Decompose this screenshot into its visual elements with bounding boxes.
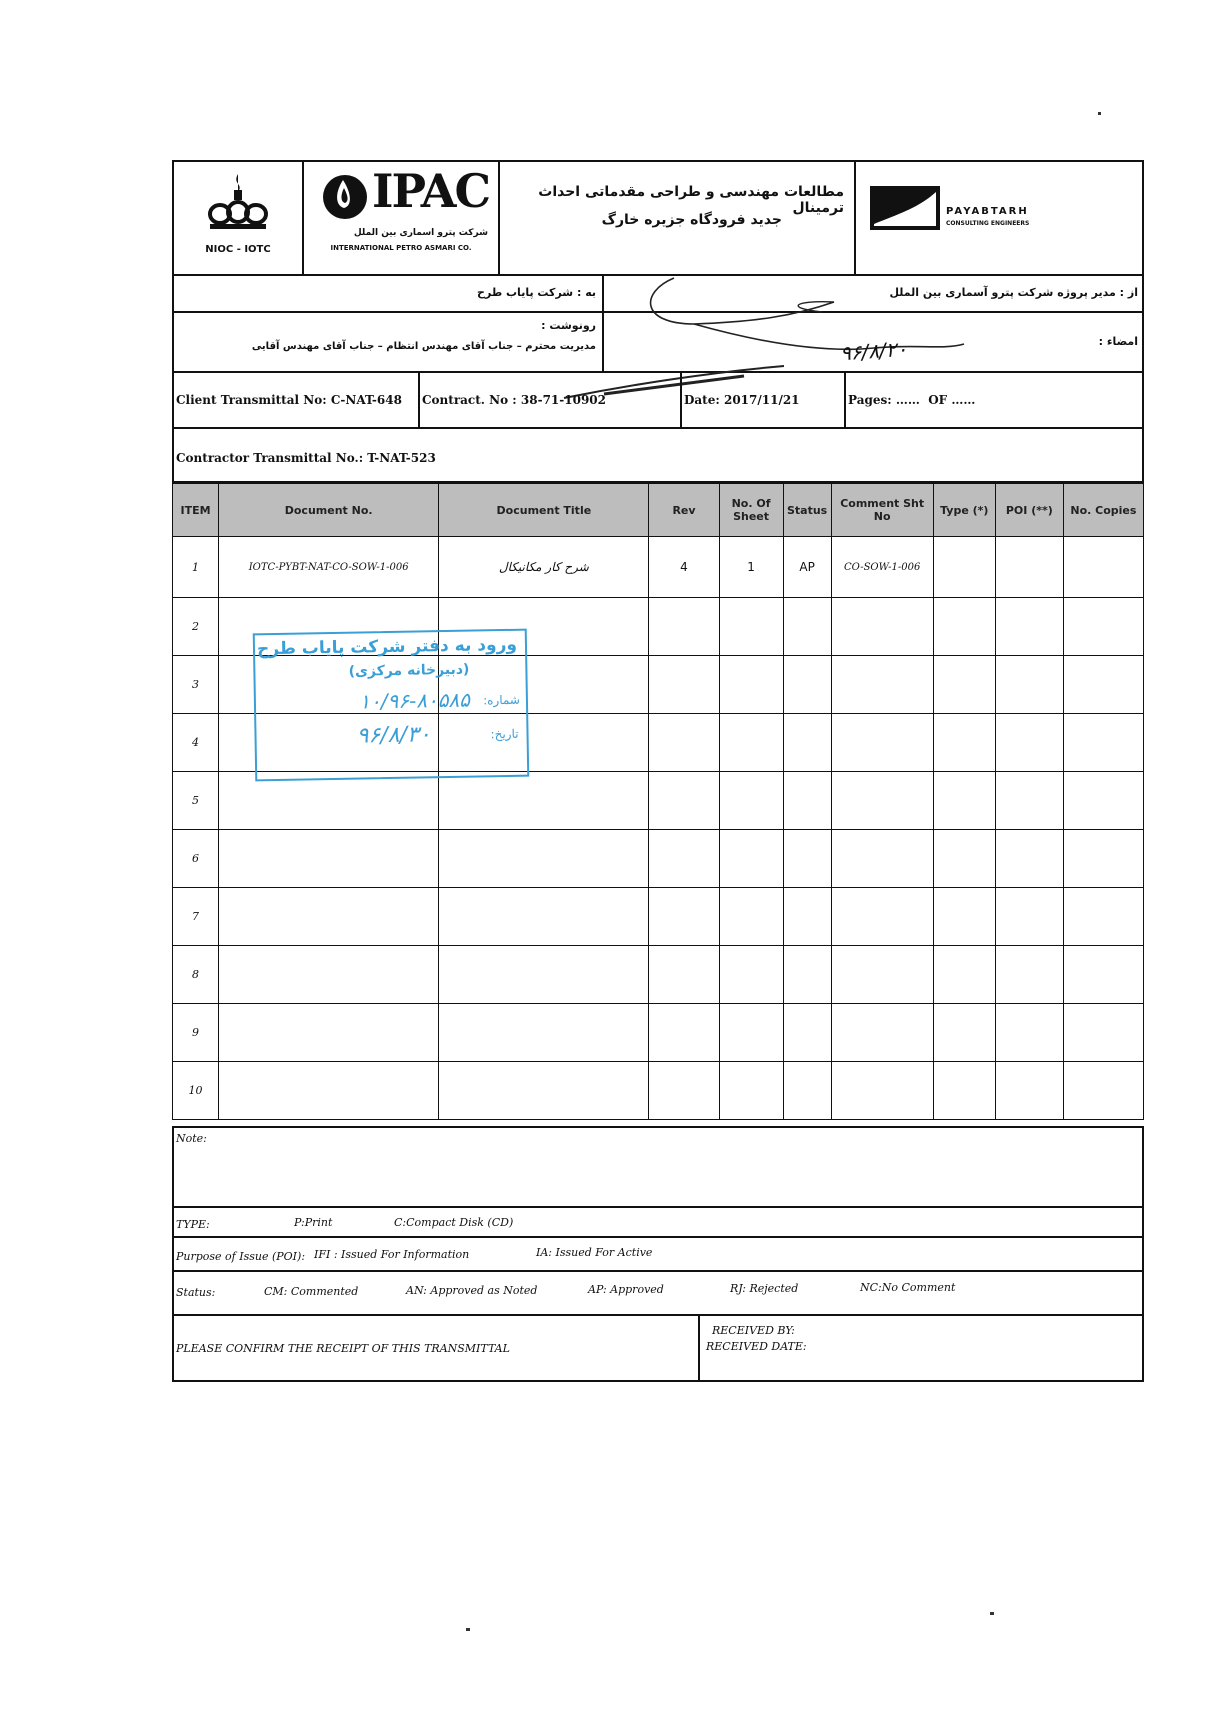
handwritten-date: ۹۶/۸/۲۰ — [839, 336, 908, 366]
column-header: Document Title — [439, 484, 649, 537]
payabtarh-name: PAYABTARH — [946, 206, 1029, 217]
type-cd: C:Compact Disk (CD) — [394, 1216, 514, 1229]
table-cell — [719, 598, 783, 656]
table-cell — [219, 1062, 439, 1120]
table-cell — [783, 888, 831, 946]
table-cell — [439, 1062, 649, 1120]
table-cell — [933, 946, 995, 1004]
table-cell — [719, 830, 783, 888]
table-cell — [831, 946, 933, 1004]
status-an: AN: Approved as Noted — [406, 1284, 538, 1297]
table-cell — [219, 888, 439, 946]
contract-no: Contract. No : 38-71-10902 — [422, 393, 606, 407]
table-cell — [783, 1062, 831, 1120]
project-title-line1: مطالعات مهندسی و طراحی مقدماتی احداث ترمینال — [538, 184, 844, 216]
contractor-transmittal-row — [172, 429, 1144, 483]
from-label: از : — [1119, 286, 1138, 299]
stamp-line1: ورود به دفتر شرکت پایاب طرح — [256, 634, 518, 660]
payabtarh-sub: CONSULTING ENGINEERS — [946, 220, 1030, 227]
column-header: POI (**) — [995, 484, 1063, 537]
scan-speck — [1098, 112, 1101, 115]
transmittal-date: Date: 2017/11/21 — [684, 393, 800, 407]
to-label: به : — [576, 286, 596, 299]
nioc-logo-text: NIOC - IOTC — [205, 244, 271, 255]
table-cell — [719, 1004, 783, 1062]
table-row — [173, 888, 1144, 946]
nioc-logo-icon — [198, 170, 278, 232]
table-cell — [719, 1062, 783, 1120]
table-cell — [649, 830, 719, 888]
table-row — [173, 946, 1144, 1004]
table-cell — [649, 946, 719, 1004]
ipac-logo-text: IPAC — [372, 164, 490, 218]
table-cell — [783, 946, 831, 1004]
table-cell — [831, 598, 933, 656]
table-cell — [933, 598, 995, 656]
table-cell — [1063, 830, 1143, 888]
table-row — [173, 1062, 1144, 1120]
table-cell — [439, 946, 649, 1004]
table-header-row — [173, 484, 1144, 537]
status-label: Status: — [176, 1286, 216, 1299]
table-cell: 7 — [173, 888, 219, 946]
table-cell — [783, 714, 831, 772]
table-cell — [1063, 888, 1143, 946]
table-cell: 4 — [173, 714, 219, 772]
table-cell — [439, 772, 649, 830]
poi-ia: IA: Issued For Active — [536, 1246, 653, 1259]
address-block — [172, 276, 1144, 373]
table-cell — [783, 1004, 831, 1062]
table-cell: 10 — [173, 1062, 219, 1120]
client-transmittal-no: Client Transmittal No: C-NAT-648 — [176, 393, 402, 407]
table-cell: AP — [783, 537, 831, 598]
receipt-row — [174, 1316, 1142, 1380]
confirm-cell — [174, 1316, 700, 1380]
table-cell — [933, 656, 995, 714]
stamp-date-value: ۹۶/۸/۳۰ — [356, 722, 431, 749]
table-cell — [719, 946, 783, 1004]
nioc-logo-cell — [174, 162, 304, 274]
table-cell: 1 — [173, 537, 219, 598]
column-header: Status — [783, 484, 831, 537]
table-cell — [219, 830, 439, 888]
legend-block — [172, 1126, 1144, 1382]
table-cell — [1063, 946, 1143, 1004]
contractor-transmittal-no: Contractor Transmittal No.: T-NAT-523 — [176, 451, 436, 465]
cc-label: رونوشت : — [541, 319, 596, 332]
column-header: Rev — [649, 484, 719, 537]
pages-count: Pages: …… OF …… — [848, 393, 976, 407]
cc-value: مدیریت محترم – جناب آقای مهندس انتظام – جناب آقای مهندس آقایی — [251, 341, 596, 352]
status-ap: AP: Approved — [588, 1283, 664, 1296]
table-cell — [995, 714, 1063, 772]
contract-cell — [420, 373, 682, 427]
table-cell — [439, 830, 649, 888]
table-cell — [649, 888, 719, 946]
table-cell — [719, 714, 783, 772]
poi-legend-row — [174, 1238, 1142, 1272]
ipac-logo-cell — [304, 162, 500, 274]
stamp-date-label: تاریخ: — [490, 726, 519, 742]
table-cell: 2 — [173, 598, 219, 656]
scan-speck — [990, 1612, 994, 1615]
table-cell — [831, 1062, 933, 1120]
column-header: ITEM — [173, 484, 219, 537]
table-cell — [933, 772, 995, 830]
table-cell — [831, 656, 933, 714]
items-table-wrap — [172, 483, 1144, 1120]
poi-label: Purpose of Issue (POI): — [176, 1250, 306, 1263]
table-cell — [1063, 537, 1143, 598]
table-cell: IOTC-PYBT-NAT-CO-SOW-1-006 — [219, 537, 439, 598]
table-row — [173, 830, 1144, 888]
table-cell: 6 — [173, 830, 219, 888]
receipt-stamp — [253, 629, 530, 782]
table-cell — [995, 888, 1063, 946]
table-cell — [783, 830, 831, 888]
table-body — [173, 537, 1144, 1120]
note-label: Note: — [176, 1132, 207, 1145]
table-cell — [439, 888, 649, 946]
table-cell — [649, 656, 719, 714]
confirm-text: PLEASE CONFIRM THE RECEIPT OF THIS TRANSMITTAL — [176, 1342, 510, 1355]
table-cell — [995, 1062, 1063, 1120]
status-cm: CM: Commented — [264, 1285, 359, 1298]
table-cell — [1063, 1004, 1143, 1062]
cc-cell — [174, 313, 604, 371]
table-cell: 9 — [173, 1004, 219, 1062]
table-cell — [995, 830, 1063, 888]
transmittal-info-row — [172, 373, 1144, 429]
table-cell — [1063, 656, 1143, 714]
column-header: Document No. — [219, 484, 439, 537]
table-cell — [719, 656, 783, 714]
table-cell — [933, 888, 995, 946]
table-cell — [995, 1004, 1063, 1062]
table-cell: 4 — [649, 537, 719, 598]
signature-label: امضاء : — [1098, 335, 1138, 348]
table-cell — [933, 1062, 995, 1120]
scan-speck — [466, 1628, 470, 1631]
table-cell: 1 — [719, 537, 783, 598]
project-title-line2: جدید فرودگاه جزیره خارگ — [601, 212, 782, 228]
table-cell — [219, 772, 439, 830]
table-cell — [649, 772, 719, 830]
table-cell — [649, 714, 719, 772]
client-transmittal-cell — [174, 373, 420, 427]
type-label: TYPE: — [176, 1218, 210, 1231]
received-by: RECEIVED BY: — [712, 1324, 795, 1337]
column-header: No. Of Sheet — [719, 484, 783, 537]
column-header: Comment Sht No — [831, 484, 933, 537]
table-row — [173, 1004, 1144, 1062]
type-legend-row — [174, 1208, 1142, 1238]
column-header: No. Copies — [1063, 484, 1143, 537]
table-cell: CO-SOW-1-006 — [831, 537, 933, 598]
from-value: مدیر پروژه شرکت پترو آسماری بین الملل — [889, 286, 1116, 299]
transmittal-form — [172, 160, 1144, 1382]
note-area — [174, 1128, 1142, 1208]
table-cell — [831, 1004, 933, 1062]
table-cell: 8 — [173, 946, 219, 1004]
signature-cell — [604, 313, 1142, 371]
table-cell — [995, 772, 1063, 830]
to-cell — [174, 276, 604, 313]
ipac-drop-icon — [316, 172, 374, 222]
payabtarh-logo-icon — [870, 186, 940, 230]
received-date: RECEIVED DATE: — [706, 1340, 807, 1353]
table-cell — [933, 537, 995, 598]
received-cell — [700, 1316, 1142, 1380]
ipac-fa-text: شرکت پترو اسماری بین الملل — [353, 228, 488, 238]
stamp-number-value: ۱۰/۹۶-۸۰۵۸۵ — [359, 687, 471, 714]
column-header: Type (*) — [933, 484, 995, 537]
table-cell — [219, 946, 439, 1004]
table-cell: 3 — [173, 656, 219, 714]
table-cell: 5 — [173, 772, 219, 830]
table-cell — [831, 714, 933, 772]
status-nc: NC:No Comment — [860, 1281, 956, 1294]
table-cell — [1063, 772, 1143, 830]
pages-cell — [846, 373, 1142, 427]
table-cell — [933, 830, 995, 888]
table-cell: شرح کار مکانیکال — [439, 537, 649, 598]
table-cell — [995, 598, 1063, 656]
table-cell — [649, 1062, 719, 1120]
table-cell — [439, 1004, 649, 1062]
table-cell — [219, 1004, 439, 1062]
table-cell — [1063, 714, 1143, 772]
table-row — [173, 537, 1144, 598]
ipac-en-text: INTERNATIONAL PETRO ASMARI CO. — [330, 244, 472, 252]
status-rj: RJ: Rejected — [730, 1282, 799, 1295]
table-cell — [649, 1004, 719, 1062]
table-cell — [831, 830, 933, 888]
table-cell — [933, 714, 995, 772]
stamp-line2: (دبیرخانه مرکزی) — [348, 661, 470, 680]
table-cell — [1063, 598, 1143, 656]
documents-table — [172, 483, 1144, 1120]
table-cell — [783, 656, 831, 714]
table-cell — [649, 598, 719, 656]
poi-ifi: IFI : Issued For Information — [314, 1248, 470, 1261]
table-cell — [719, 772, 783, 830]
stamp-number-label: شماره: — [483, 692, 521, 708]
to-value: شرکت پایاب طرح — [477, 286, 574, 299]
table-cell — [995, 656, 1063, 714]
table-cell — [995, 537, 1063, 598]
status-legend-row — [174, 1272, 1142, 1316]
table-cell — [933, 1004, 995, 1062]
type-print: P:Print — [294, 1216, 333, 1229]
date-cell — [682, 373, 846, 427]
table-cell — [719, 888, 783, 946]
table-cell — [831, 888, 933, 946]
table-cell — [1063, 1062, 1143, 1120]
table-cell — [995, 946, 1063, 1004]
table-cell — [783, 772, 831, 830]
table-cell — [783, 598, 831, 656]
table-cell — [831, 772, 933, 830]
